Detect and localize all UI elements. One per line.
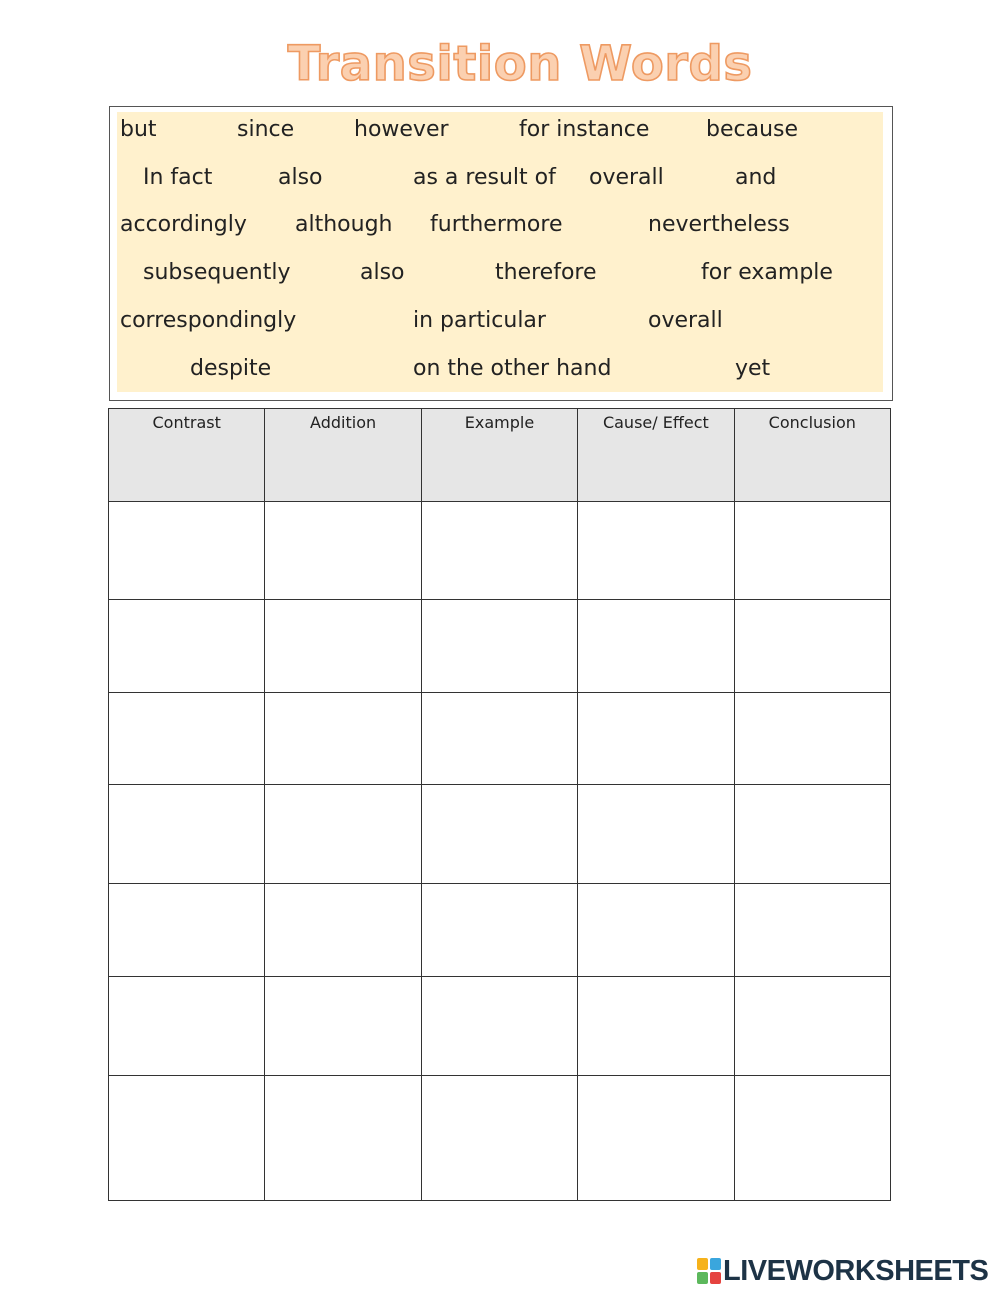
brand-name: LIVEWORKSHEETS [723, 1254, 989, 1287]
word-bank-item[interactable]: correspondingly [120, 308, 297, 333]
word-bank-item[interactable]: however [354, 117, 449, 142]
drop-cell[interactable] [421, 693, 577, 785]
table-row [109, 884, 891, 977]
drop-cell[interactable] [421, 884, 577, 977]
table-row [109, 502, 891, 600]
word-bank [109, 106, 893, 401]
word-bank-item[interactable]: yet [735, 356, 771, 381]
drop-cell[interactable] [265, 502, 421, 600]
table-row [109, 693, 891, 785]
drop-cell[interactable] [421, 977, 577, 1076]
drop-cell[interactable] [109, 785, 265, 884]
column-header-contrast: Contrast [109, 409, 265, 502]
drop-cell[interactable] [421, 502, 577, 600]
drop-cell[interactable] [578, 1076, 734, 1201]
drop-cell[interactable] [421, 785, 577, 884]
column-header-cause-effect: Cause/ Effect [578, 409, 734, 502]
table-row [109, 785, 891, 884]
drop-cell[interactable] [734, 977, 890, 1076]
word-bank-item[interactable]: on the other hand [413, 356, 612, 381]
drop-cell[interactable] [578, 884, 734, 977]
word-bank-item[interactable]: since [237, 117, 295, 142]
table-header-row [109, 409, 891, 502]
word-bank-item[interactable]: despite [190, 356, 272, 381]
word-bank-item[interactable]: but [120, 117, 157, 142]
drop-cell[interactable] [265, 693, 421, 785]
drop-cell[interactable] [109, 1076, 265, 1201]
word-bank-item[interactable]: also [360, 260, 405, 285]
word-bank-item[interactable]: In fact [143, 165, 213, 190]
word-bank-item[interactable]: therefore [495, 260, 597, 285]
drop-cell[interactable] [578, 693, 734, 785]
drop-cell[interactable] [265, 977, 421, 1076]
word-bank-item[interactable]: furthermore [430, 212, 563, 237]
table-row [109, 977, 891, 1076]
word-bank-item[interactable]: accordingly [120, 212, 247, 237]
liveworksheets-logo [697, 1256, 988, 1286]
drop-cell[interactable] [265, 785, 421, 884]
word-bank-item[interactable]: overall [648, 308, 723, 333]
word-bank-item[interactable]: for instance [519, 117, 650, 142]
drop-cell[interactable] [109, 600, 265, 693]
drop-cell[interactable] [421, 600, 577, 693]
word-bank-item[interactable]: in particular [413, 308, 546, 333]
word-bank-item[interactable]: although [295, 212, 393, 237]
word-bank-background [117, 112, 883, 392]
drop-cell[interactable] [109, 693, 265, 785]
drop-cell[interactable] [734, 502, 890, 600]
drop-cell[interactable] [734, 693, 890, 785]
column-header-example: Example [421, 409, 577, 502]
drop-cell[interactable] [109, 884, 265, 977]
column-header-conclusion: Conclusion [734, 409, 890, 502]
table-row [109, 1076, 891, 1201]
drop-cell[interactable] [734, 1076, 890, 1201]
table-row [109, 600, 891, 693]
drop-cell[interactable] [578, 785, 734, 884]
page-title: Transition Words [287, 36, 753, 92]
drop-cell[interactable] [265, 1076, 421, 1201]
word-bank-item[interactable]: overall [589, 165, 664, 190]
word-bank-item[interactable]: because [706, 117, 799, 142]
word-bank-item[interactable]: and [735, 165, 777, 190]
drop-cell[interactable] [109, 502, 265, 600]
drop-cell[interactable] [734, 785, 890, 884]
word-bank-item[interactable]: for example [701, 260, 833, 285]
drop-cell[interactable] [109, 977, 265, 1076]
sorting-table [108, 408, 891, 1201]
drop-cell[interactable] [578, 600, 734, 693]
word-bank-item[interactable]: also [278, 165, 323, 190]
word-bank-item[interactable]: subsequently [143, 260, 291, 285]
word-bank-item[interactable]: as a result of [413, 165, 556, 190]
liveworksheets-logo-icon [697, 1258, 721, 1284]
drop-cell[interactable] [578, 502, 734, 600]
drop-cell[interactable] [578, 977, 734, 1076]
drop-cell[interactable] [265, 600, 421, 693]
column-header-addition: Addition [265, 409, 421, 502]
drop-cell[interactable] [734, 600, 890, 693]
drop-cell[interactable] [265, 884, 421, 977]
drop-cell[interactable] [734, 884, 890, 977]
drop-cell[interactable] [421, 1076, 577, 1201]
word-bank-item[interactable]: nevertheless [648, 212, 790, 237]
